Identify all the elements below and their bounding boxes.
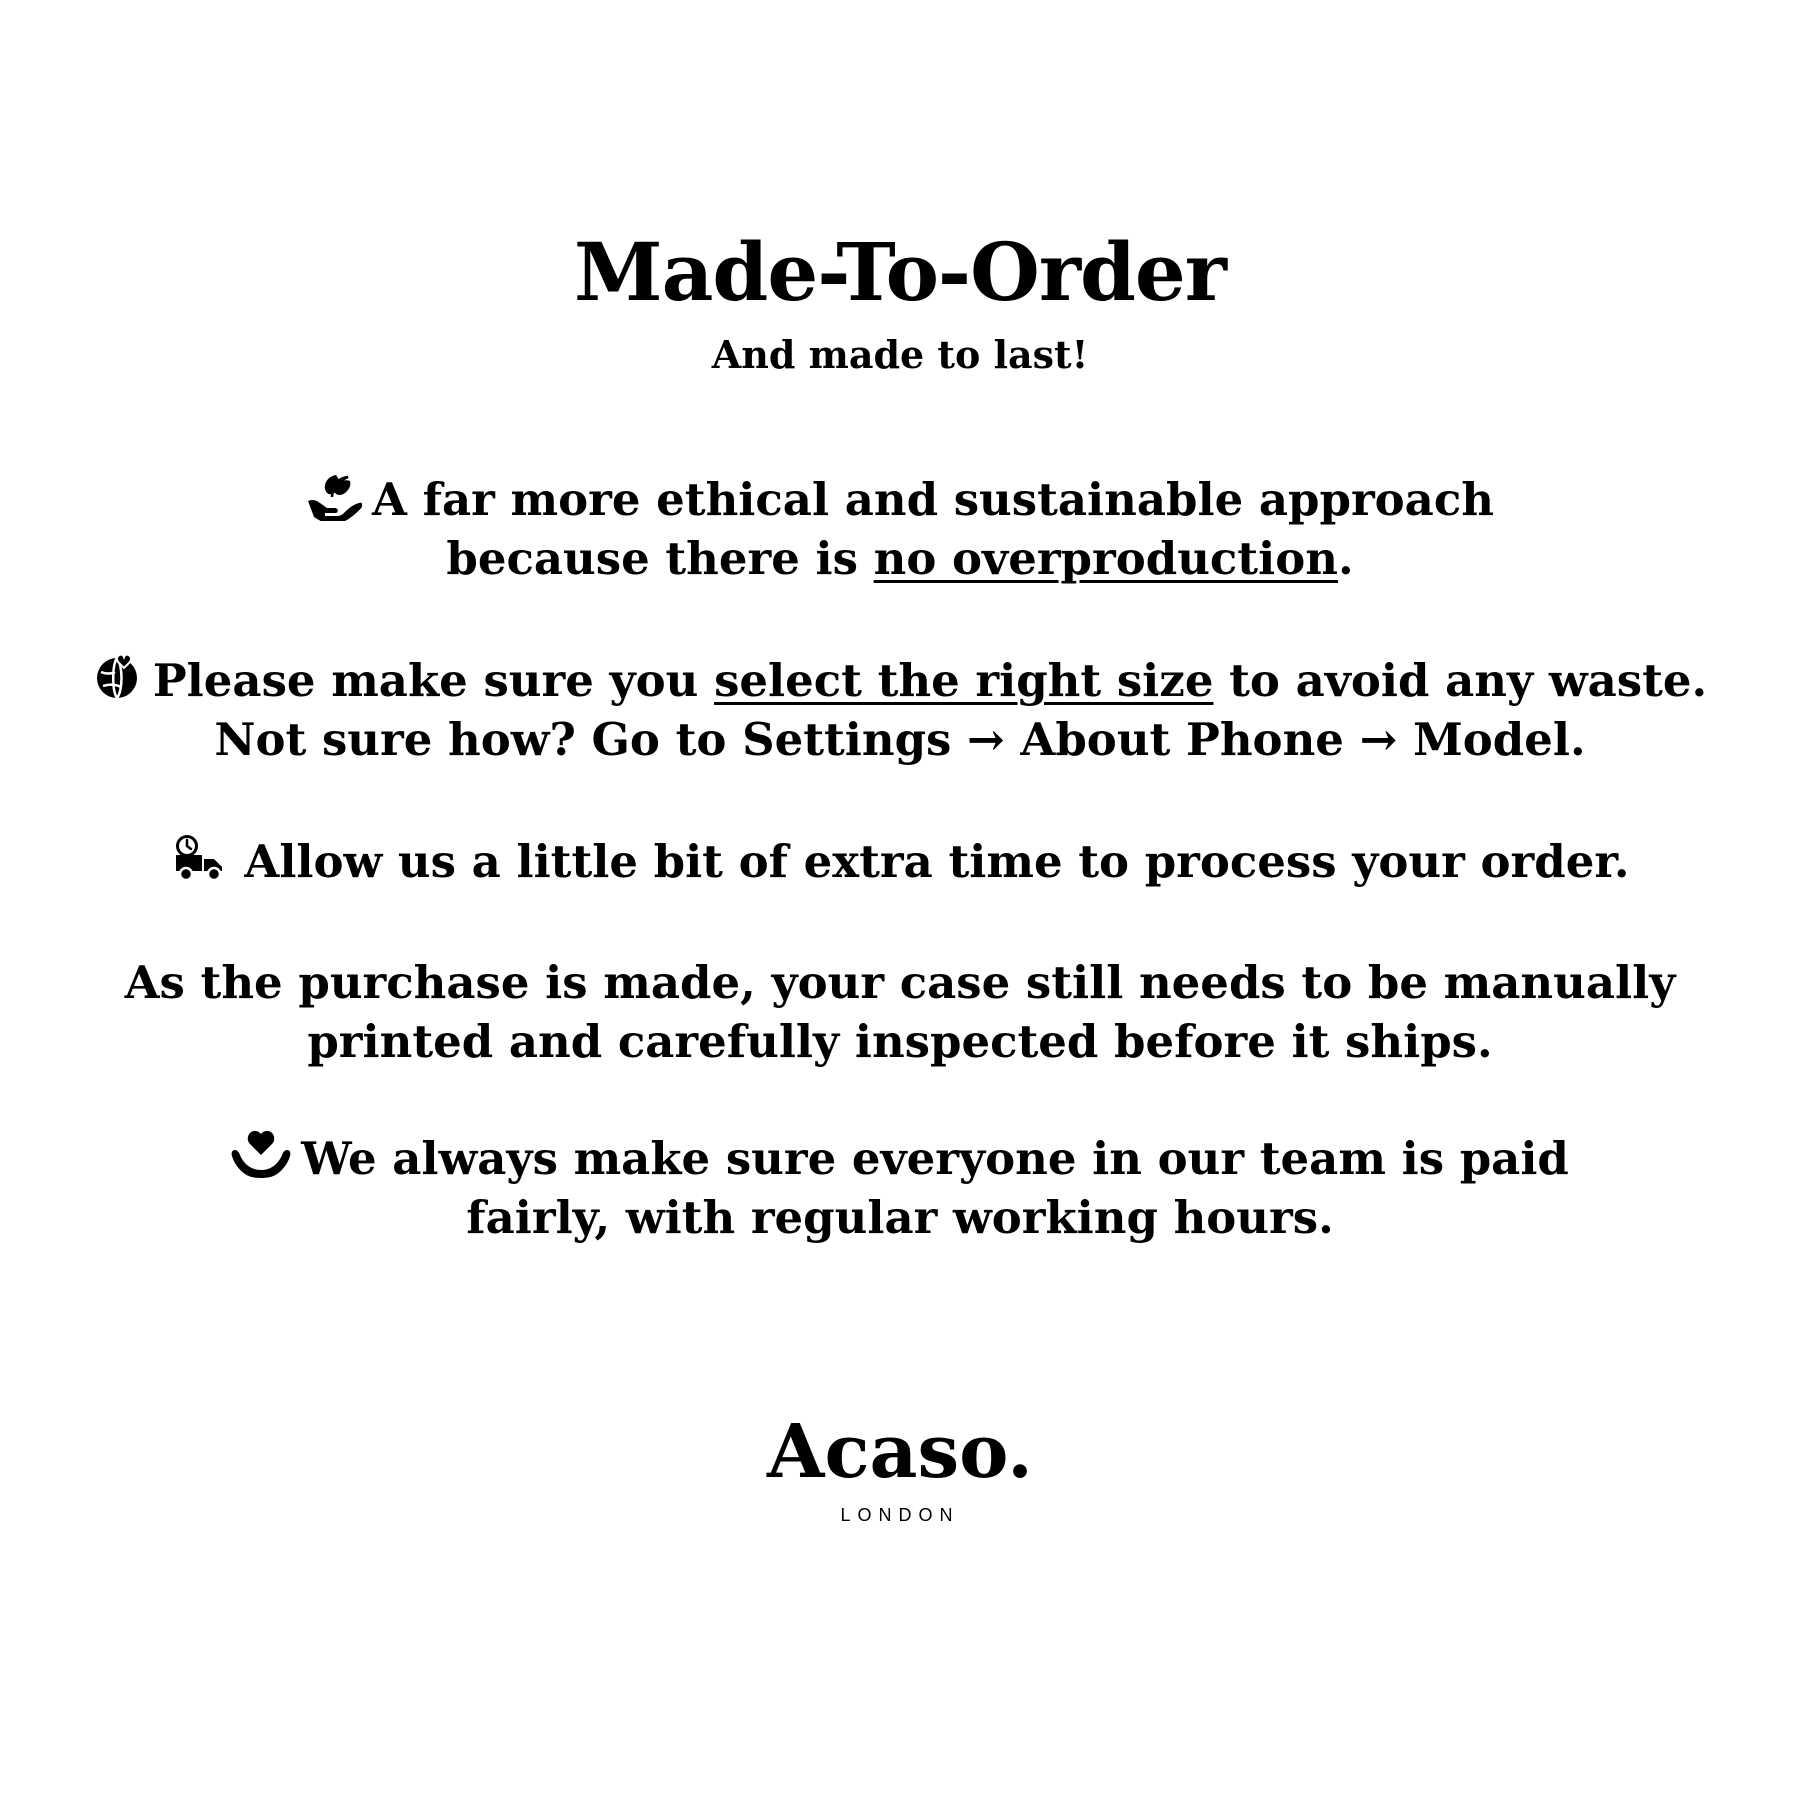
list-item-line2: Not sure how? Go to Settings → About Phone → Model. bbox=[214, 713, 1586, 767]
list-item bbox=[60, 470, 1740, 589]
brand-footer bbox=[767, 1409, 1033, 1526]
list-item-line1-underlined: select the right size bbox=[714, 653, 1214, 707]
list-item-line1-post: to avoid any waste. bbox=[1213, 653, 1708, 707]
header bbox=[574, 225, 1226, 377]
list-item-line1-text: A far more ethical and sustainable approach bbox=[372, 473, 1494, 526]
list-item-line2: fairly, with regular working hours. bbox=[466, 1191, 1334, 1245]
list-item bbox=[60, 953, 1740, 1072]
globe-heart-icon bbox=[93, 652, 143, 702]
list-item-line2-post: . bbox=[1337, 532, 1354, 586]
hand-plant-icon bbox=[306, 471, 362, 521]
list-item-line1: As the purchase is made, your case still needs to be manually bbox=[124, 955, 1676, 1009]
list-item-line1-pre: Please make sure you bbox=[152, 653, 715, 707]
delivery-truck-clock-icon bbox=[170, 833, 234, 883]
list-item-line2-underlined: no overproduction bbox=[873, 532, 1338, 586]
list-item bbox=[60, 1128, 1740, 1248]
list-item-line1: Allow us a little bit of extra time to process your order. bbox=[244, 834, 1630, 888]
bullet-list bbox=[60, 470, 1740, 1248]
list-item bbox=[60, 651, 1740, 770]
list-item bbox=[60, 832, 1740, 891]
page-subtitle: And made to last! bbox=[711, 332, 1089, 377]
hands-heart-icon bbox=[231, 1128, 291, 1180]
page-title: Made-To-Order bbox=[574, 225, 1226, 319]
list-item-line2: printed and carefully inspected before it ships. bbox=[307, 1015, 1493, 1069]
brand-logo: Acaso. bbox=[767, 1409, 1033, 1495]
brand-location: LONDON bbox=[840, 1505, 960, 1525]
list-item-line2-pre: because there is bbox=[446, 532, 874, 586]
list-item-line1: We always make sure everyone in our team is paid bbox=[301, 1131, 1569, 1185]
